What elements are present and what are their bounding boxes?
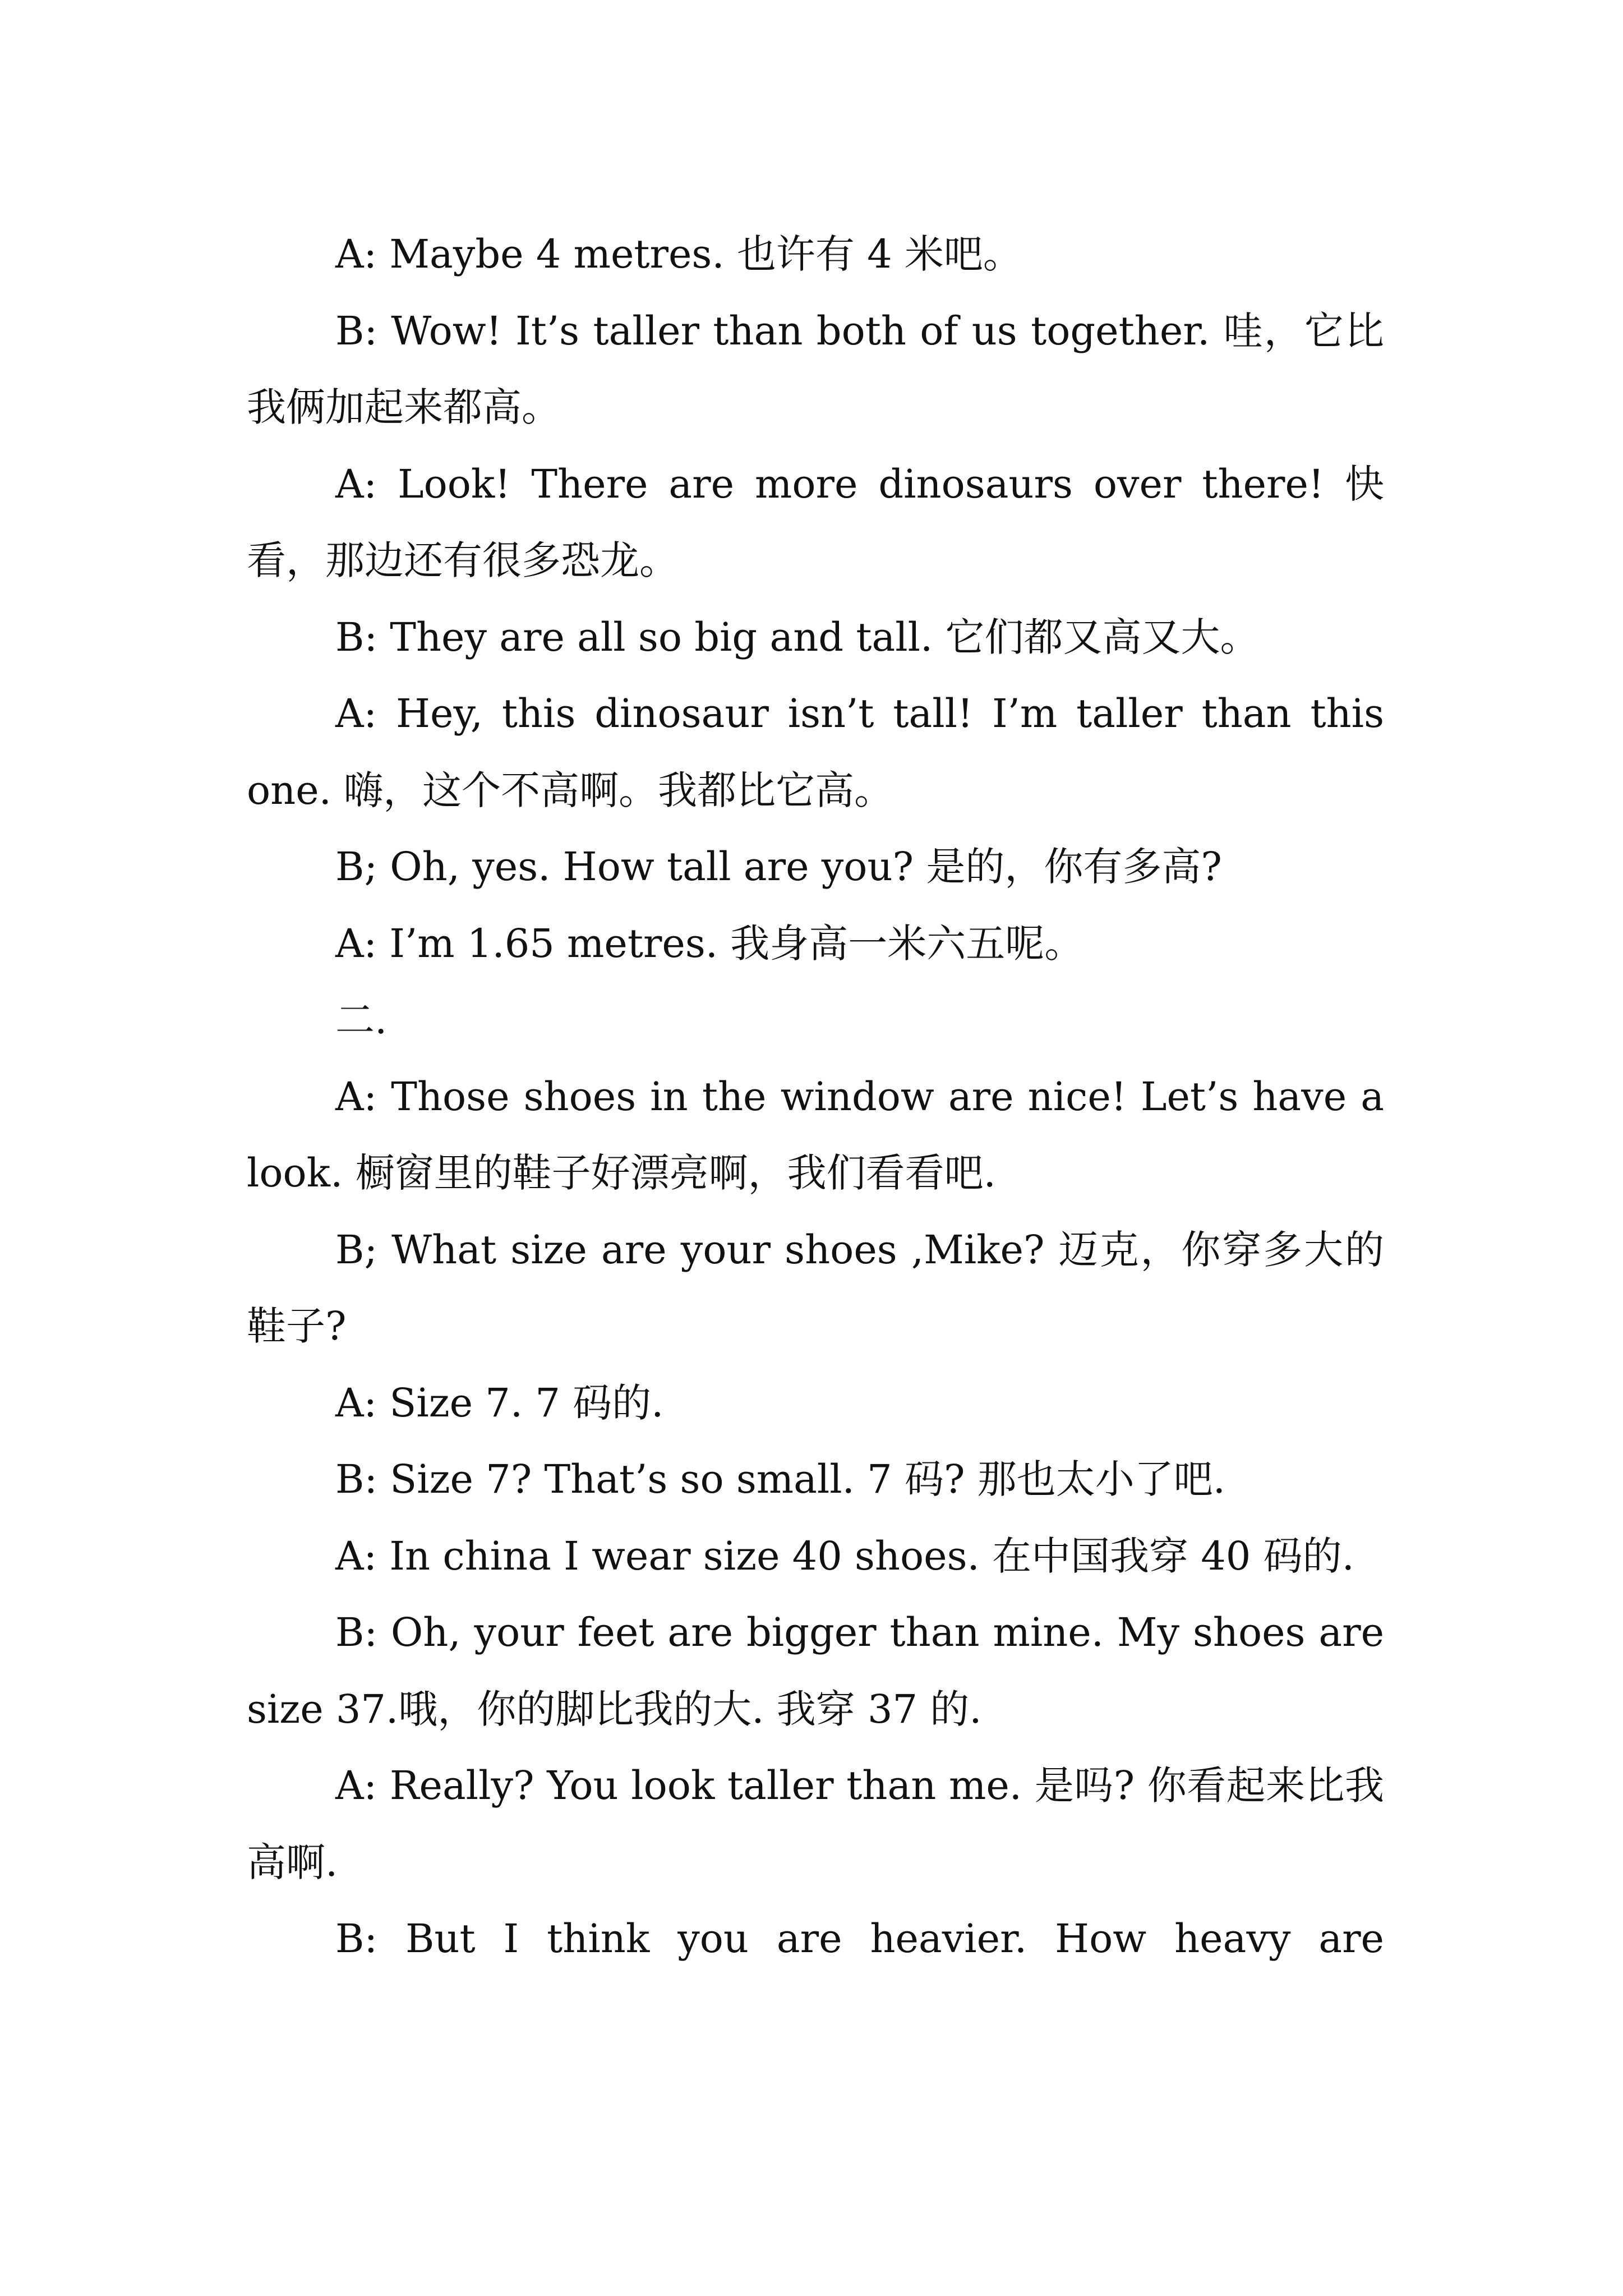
dialogue-line: A: Really? You look taller than me. 是吗? 你看起来比我高啊. bbox=[247, 1763, 1384, 1885]
dialogue-line: A: Look! There are more dinosaurs over there! 快看，那边还有很多恐龙。 bbox=[247, 461, 1384, 583]
dialogue-line: B; Oh, yes. How tall are you? 是的，你有多高? bbox=[335, 844, 1222, 890]
dialogue-line: B: Wow! It’s taller than both of us together. 哇，它比我俩加起来都高。 bbox=[247, 307, 1384, 430]
dialogue-line: B; What size are your shoes ,Mike? 迈克，你穿多大的鞋子? bbox=[247, 1226, 1384, 1349]
dialogue-text bbox=[247, 216, 1384, 1977]
dialogue-line: B: Oh, your feet are bigger than mine. My shoes are size 37.哦，你的脚比我的大. 我穿 37 的. bbox=[247, 1609, 1384, 1732]
dialogue-line: A: In china I wear size 40 shoes. 在中国我穿 40 码的. bbox=[335, 1533, 1354, 1579]
dialogue-line: A: Size 7. 7 码的. bbox=[335, 1379, 664, 1426]
section-heading: 二. bbox=[335, 997, 388, 1043]
dialogue-line: B: Size 7? That’s so small. 7 码? 那也太小了吧. bbox=[335, 1456, 1225, 1502]
dialogue-line: A: I’m 1.65 metres. 我身高一米六五呢。 bbox=[335, 920, 1084, 967]
dialogue-line: B: They are all so big and tall. 它们都又高又大。 bbox=[335, 614, 1260, 660]
dialogue-line: A: Hey, this dinosaur isn’t tall! I’m taller than this one. 嗨，这个不高啊。我都比它高。 bbox=[247, 691, 1384, 813]
dialogue-line: B: But I think you are heavier. How heavy are bbox=[335, 1916, 1384, 1962]
dialogue-line: A: Those shoes in the window are nice! Let’s have a look. 橱窗里的鞋子好漂亮啊，我们看看吧. bbox=[247, 1073, 1384, 1196]
dialogue-line: A: Maybe 4 metres. 也许有 4 米吧。 bbox=[335, 231, 1022, 277]
